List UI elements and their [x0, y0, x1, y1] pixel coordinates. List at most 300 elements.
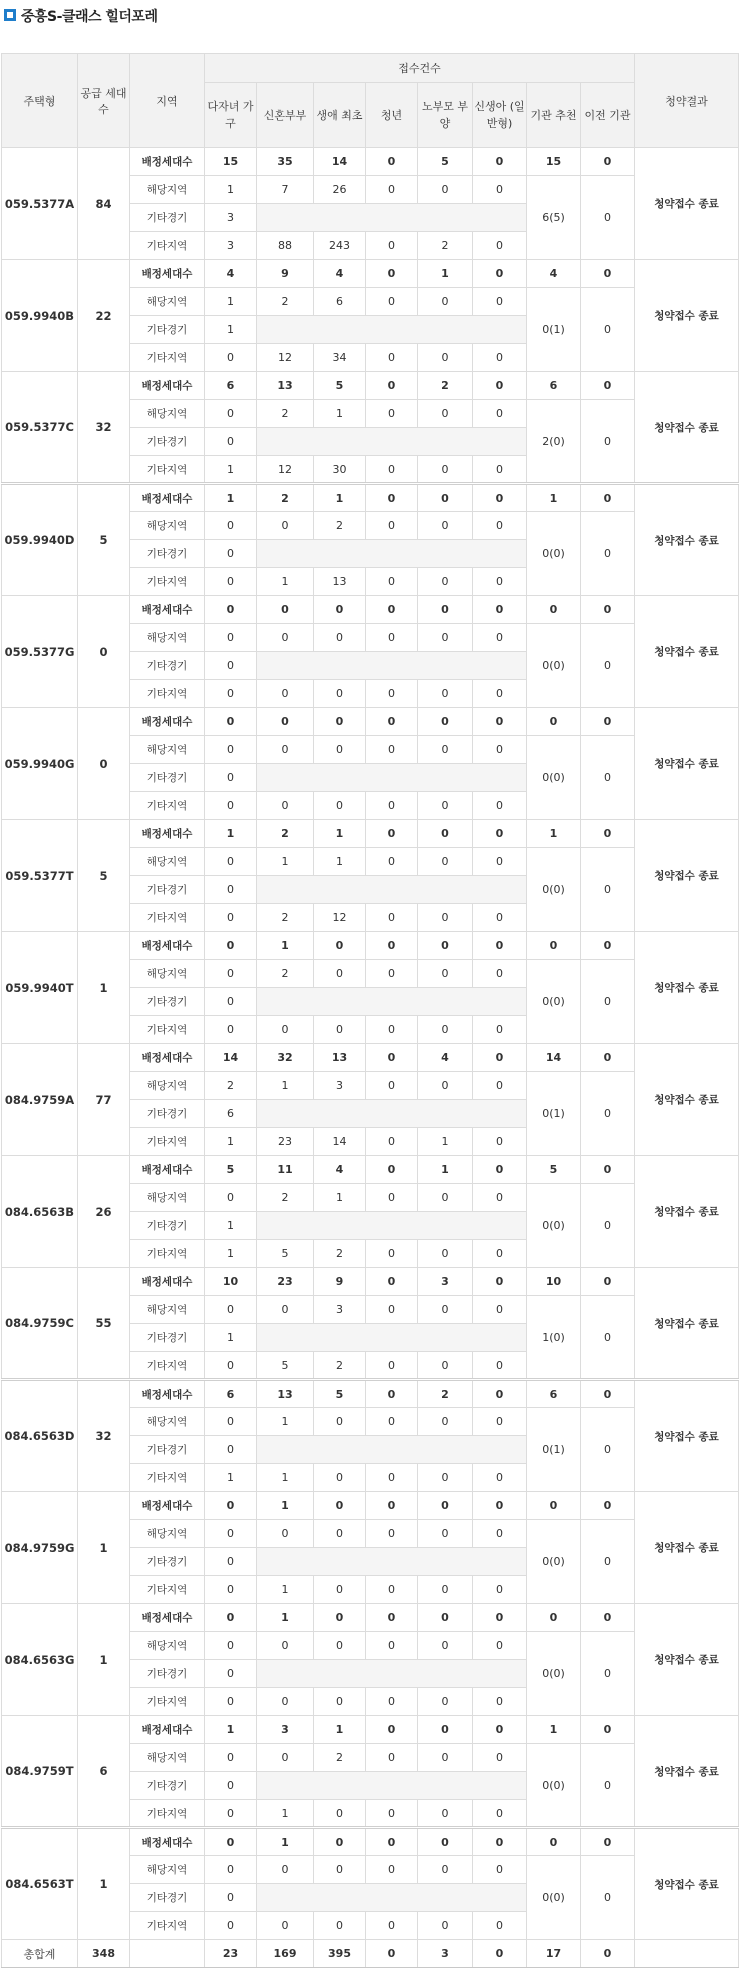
allocation-value-cell: 0 [366, 260, 418, 288]
local-value-cell: 0 [473, 1744, 527, 1772]
allocation-value-cell: 15 [527, 148, 581, 176]
allocation-value-cell: 0 [527, 596, 581, 624]
allocation-value-cell: 0 [418, 1828, 473, 1856]
header-result: 청약결과 [635, 54, 739, 148]
allocation-value-cell: 0 [205, 1604, 257, 1632]
local-value-cell: 2 [257, 960, 314, 988]
local-value-cell: 0 [314, 1856, 366, 1884]
house-type-cell: 084.9759A [2, 1044, 78, 1156]
allocation-value-cell: 32 [257, 1044, 314, 1072]
allocation-value-cell: 4 [205, 260, 257, 288]
allocation-value-cell: 1 [257, 1828, 314, 1856]
allocation-value-cell: 0 [418, 484, 473, 512]
row-label-local: 해당지역 [130, 288, 205, 316]
total-empty-cell [130, 1940, 205, 1968]
allocation-value-cell: 1 [314, 484, 366, 512]
total-supply: 348 [78, 1940, 130, 1968]
other-value-cell: 0 [473, 1240, 527, 1268]
other-value-cell: 0 [366, 1576, 418, 1604]
house-type-cell: 059.9940T [2, 932, 78, 1044]
allocation-value-cell: 10 [527, 1268, 581, 1296]
row-label-local: 해당지역 [130, 176, 205, 204]
local-value-cell: 0 [366, 1408, 418, 1436]
gyeonggi-value-cell: 0 [205, 540, 257, 568]
allocation-value-cell: 0 [366, 148, 418, 176]
table-row [2, 1716, 739, 1744]
row-label-other: 기타지역 [130, 1016, 205, 1044]
table-row [2, 260, 739, 288]
local-value-cell: 0 [314, 1520, 366, 1548]
allocation-value-cell: 6 [205, 1380, 257, 1408]
other-value-cell: 88 [257, 232, 314, 260]
local-value-cell: 0 [257, 1632, 314, 1660]
allocation-value-cell: 0 [473, 1044, 527, 1072]
row-label-other: 기타지역 [130, 1912, 205, 1940]
local-value-cell: 0 [314, 624, 366, 652]
header-supply-label: 공급 세대수 [80, 86, 127, 116]
local-value-cell: 7 [257, 176, 314, 204]
other-value-cell: 5 [257, 1240, 314, 1268]
gyeonggi-value-cell: 1 [205, 1324, 257, 1352]
supply-count-cell: 22 [78, 260, 130, 372]
other-value-cell: 0 [473, 1464, 527, 1492]
relocation-agency-cell: 0 [581, 624, 635, 708]
other-value-cell: 0 [418, 1352, 473, 1380]
empty-cell [257, 540, 527, 568]
allocation-value-cell: 0 [366, 1828, 418, 1856]
total-value-cell: 169 [257, 1940, 314, 1968]
local-value-cell: 0 [418, 736, 473, 764]
table-row [2, 1604, 739, 1632]
row-label-gyeonggi: 기타경기 [130, 1100, 205, 1128]
other-value-cell: 2 [418, 232, 473, 260]
allocation-value-cell: 0 [581, 148, 635, 176]
allocation-value-cell: 0 [366, 484, 418, 512]
house-type-cell: 084.9759C [2, 1268, 78, 1380]
gyeonggi-value-cell: 3 [205, 204, 257, 232]
allocation-value-cell: 0 [581, 596, 635, 624]
other-value-cell: 0 [418, 1240, 473, 1268]
empty-cell [257, 1324, 527, 1352]
local-value-cell: 1 [257, 848, 314, 876]
empty-cell [257, 876, 527, 904]
other-value-cell: 0 [366, 344, 418, 372]
local-value-cell: 0 [205, 1184, 257, 1212]
local-value-cell: 0 [418, 1408, 473, 1436]
other-value-cell: 0 [257, 1688, 314, 1716]
row-label-local: 해당지역 [130, 1184, 205, 1212]
gyeonggi-value-cell: 0 [205, 1884, 257, 1912]
allocation-value-cell: 0 [473, 1380, 527, 1408]
agency-recommend-cell: 0(0) [527, 1520, 581, 1604]
allocation-value-cell: 13 [257, 1380, 314, 1408]
local-value-cell: 0 [473, 1632, 527, 1660]
gyeonggi-value-cell: 1 [205, 316, 257, 344]
empty-cell [257, 652, 527, 680]
table-row [2, 1156, 739, 1184]
local-value-cell: 0 [366, 1520, 418, 1548]
gyeonggi-value-cell: 6 [205, 1100, 257, 1128]
allocation-value-cell: 0 [366, 1492, 418, 1520]
other-value-cell: 2 [257, 904, 314, 932]
house-type-cell: 059.5377A [2, 148, 78, 260]
allocation-value-cell: 0 [581, 1828, 635, 1856]
local-value-cell: 0 [205, 1408, 257, 1436]
other-value-cell: 23 [257, 1128, 314, 1156]
table-row [2, 1380, 739, 1408]
relocation-agency-cell: 0 [581, 1296, 635, 1380]
local-value-cell: 0 [314, 960, 366, 988]
allocation-value-cell: 13 [314, 1044, 366, 1072]
relocation-agency-cell: 0 [581, 400, 635, 484]
allocation-value-cell: 0 [527, 708, 581, 736]
row-label-other: 기타지역 [130, 1352, 205, 1380]
local-value-cell: 6 [314, 288, 366, 316]
other-value-cell: 0 [205, 1912, 257, 1940]
other-value-cell: 0 [473, 232, 527, 260]
local-value-cell: 0 [473, 1184, 527, 1212]
other-value-cell: 0 [366, 904, 418, 932]
row-label-other: 기타지역 [130, 904, 205, 932]
allocation-value-cell: 0 [314, 708, 366, 736]
local-value-cell: 0 [205, 1856, 257, 1884]
row-label-other: 기타지역 [130, 1128, 205, 1156]
gyeonggi-value-cell: 0 [205, 876, 257, 904]
allocation-value-cell: 0 [581, 708, 635, 736]
allocation-value-cell: 0 [257, 708, 314, 736]
house-type-cell: 084.6563T [2, 1828, 78, 1940]
allocation-value-cell: 14 [314, 148, 366, 176]
supply-count-cell: 55 [78, 1268, 130, 1380]
result-cell: 청약접수 종료 [635, 484, 739, 596]
allocation-value-cell: 0 [205, 932, 257, 960]
other-value-cell: 0 [205, 1576, 257, 1604]
allocation-value-cell: 1 [257, 1492, 314, 1520]
table-row [2, 1044, 739, 1072]
other-value-cell: 5 [257, 1352, 314, 1380]
local-value-cell: 0 [366, 736, 418, 764]
local-value-cell: 0 [257, 1856, 314, 1884]
row-label-gyeonggi: 기타경기 [130, 988, 205, 1016]
other-value-cell: 0 [473, 792, 527, 820]
allocation-value-cell: 14 [527, 1044, 581, 1072]
row-label-gyeonggi: 기타경기 [130, 1660, 205, 1688]
other-value-cell: 30 [314, 456, 366, 484]
header-group-applications: 접수건수 [205, 54, 635, 83]
allocation-value-cell: 0 [257, 596, 314, 624]
table-body [2, 148, 739, 1968]
header-category-5: 신생아 (일반형) [473, 83, 527, 148]
supply-count-cell: 77 [78, 1044, 130, 1156]
result-cell: 청약접수 종료 [635, 932, 739, 1044]
agency-recommend-cell: 0(0) [527, 960, 581, 1044]
local-value-cell: 0 [205, 624, 257, 652]
allocation-value-cell: 5 [205, 1156, 257, 1184]
other-value-cell: 0 [473, 1912, 527, 1940]
supply-count-cell: 0 [78, 708, 130, 820]
allocation-value-cell: 0 [314, 1492, 366, 1520]
allocation-value-cell: 2 [257, 484, 314, 512]
table-header [2, 54, 739, 148]
other-value-cell: 0 [366, 792, 418, 820]
local-value-cell: 0 [366, 1744, 418, 1772]
local-value-cell: 2 [314, 512, 366, 540]
empty-cell [257, 1436, 527, 1464]
local-value-cell: 1 [205, 288, 257, 316]
header-category-3: 청년 [366, 83, 418, 148]
local-value-cell: 1 [314, 848, 366, 876]
other-value-cell: 0 [418, 1800, 473, 1828]
total-result-empty-cell [635, 1940, 739, 1968]
page-title: 중흥S-클래스 힐더포레 [21, 9, 158, 25]
other-value-cell: 0 [418, 1688, 473, 1716]
row-label-local: 해당지역 [130, 736, 205, 764]
row-label-local: 해당지역 [130, 1408, 205, 1436]
agency-recommend-cell: 6(5) [527, 176, 581, 260]
allocation-value-cell: 0 [366, 820, 418, 848]
other-value-cell: 0 [473, 1128, 527, 1156]
allocation-value-cell: 0 [473, 1604, 527, 1632]
allocation-value-cell: 0 [366, 708, 418, 736]
row-label-local: 해당지역 [130, 1296, 205, 1324]
table-row [2, 1492, 739, 1520]
allocation-value-cell: 0 [581, 1604, 635, 1632]
allocation-value-cell: 0 [581, 1716, 635, 1744]
empty-cell [257, 1100, 527, 1128]
allocation-value-cell: 1 [418, 260, 473, 288]
allocation-value-cell: 0 [527, 932, 581, 960]
row-label-other: 기타지역 [130, 792, 205, 820]
local-value-cell: 0 [418, 1184, 473, 1212]
allocation-value-cell: 5 [314, 372, 366, 400]
empty-cell [257, 1884, 527, 1912]
row-label-gyeonggi: 기타경기 [130, 1884, 205, 1912]
header-category-2: 생애 최초 [314, 83, 366, 148]
local-value-cell: 0 [257, 512, 314, 540]
row-label-other: 기타지역 [130, 1576, 205, 1604]
row-label-gyeonggi: 기타경기 [130, 316, 205, 344]
result-cell: 청약접수 종료 [635, 260, 739, 372]
other-value-cell: 0 [205, 680, 257, 708]
local-value-cell: 0 [473, 400, 527, 428]
local-value-cell: 0 [418, 624, 473, 652]
supply-count-cell: 0 [78, 596, 130, 708]
other-value-cell: 0 [473, 1352, 527, 1380]
header-supply [78, 54, 130, 148]
other-value-cell: 0 [314, 1464, 366, 1492]
local-value-cell: 0 [366, 288, 418, 316]
local-value-cell: 0 [418, 1296, 473, 1324]
allocation-value-cell: 5 [527, 1156, 581, 1184]
allocation-value-cell: 4 [314, 1156, 366, 1184]
header-category-7: 이전 기관 [581, 83, 635, 148]
other-value-cell: 0 [473, 1800, 527, 1828]
other-value-cell: 0 [366, 1240, 418, 1268]
allocation-value-cell: 0 [473, 1156, 527, 1184]
other-value-cell: 0 [314, 1912, 366, 1940]
empty-cell [257, 764, 527, 792]
allocation-value-cell: 0 [418, 1492, 473, 1520]
allocation-value-cell: 0 [366, 1716, 418, 1744]
allocation-value-cell: 6 [205, 372, 257, 400]
allocation-value-cell: 0 [366, 1604, 418, 1632]
agency-recommend-cell: 0(0) [527, 736, 581, 820]
local-value-cell: 0 [205, 1744, 257, 1772]
allocation-value-cell: 1 [527, 484, 581, 512]
other-value-cell: 0 [418, 1576, 473, 1604]
supply-count-cell: 5 [78, 820, 130, 932]
allocation-value-cell: 11 [257, 1156, 314, 1184]
result-cell: 청약접수 종료 [635, 1044, 739, 1156]
relocation-agency-cell: 0 [581, 176, 635, 260]
allocation-value-cell: 0 [527, 1604, 581, 1632]
row-label-local: 해당지역 [130, 624, 205, 652]
other-value-cell: 0 [205, 1016, 257, 1044]
page-title-bar [0, 0, 739, 36]
local-value-cell: 0 [314, 1408, 366, 1436]
allocation-value-cell: 0 [473, 484, 527, 512]
local-value-cell: 0 [418, 848, 473, 876]
total-value-cell: 17 [527, 1940, 581, 1968]
supply-count-cell: 1 [78, 1604, 130, 1716]
agency-recommend-cell: 0(0) [527, 624, 581, 708]
row-label-allocation: 배정세대수 [130, 820, 205, 848]
other-value-cell: 0 [314, 1800, 366, 1828]
allocation-value-cell: 0 [473, 1492, 527, 1520]
local-value-cell: 0 [205, 848, 257, 876]
other-value-cell: 0 [366, 1128, 418, 1156]
local-value-cell: 3 [314, 1072, 366, 1100]
other-value-cell: 0 [205, 344, 257, 372]
local-value-cell: 0 [366, 1632, 418, 1660]
other-value-cell: 0 [366, 568, 418, 596]
supply-count-cell: 1 [78, 932, 130, 1044]
result-cell: 청약접수 종료 [635, 1828, 739, 1940]
local-value-cell: 1 [257, 1072, 314, 1100]
row-label-local: 해당지역 [130, 400, 205, 428]
row-label-other: 기타지역 [130, 1240, 205, 1268]
allocation-value-cell: 1 [418, 1156, 473, 1184]
other-value-cell: 0 [257, 792, 314, 820]
allocation-value-cell: 1 [205, 1716, 257, 1744]
allocation-value-cell: 0 [473, 708, 527, 736]
allocation-value-cell: 1 [257, 1604, 314, 1632]
allocation-value-cell: 0 [473, 260, 527, 288]
local-value-cell: 0 [205, 512, 257, 540]
agency-recommend-cell: 0(0) [527, 848, 581, 932]
row-label-local: 해당지역 [130, 512, 205, 540]
house-type-cell: 059.5377G [2, 596, 78, 708]
allocation-value-cell: 0 [473, 820, 527, 848]
allocation-value-cell: 0 [366, 1380, 418, 1408]
supply-count-cell: 26 [78, 1156, 130, 1268]
row-label-allocation: 배정세대수 [130, 148, 205, 176]
allocation-value-cell: 0 [527, 1492, 581, 1520]
relocation-agency-cell: 0 [581, 848, 635, 932]
other-value-cell: 3 [205, 232, 257, 260]
square-bullet-icon [4, 9, 16, 21]
row-label-allocation: 배정세대수 [130, 932, 205, 960]
other-value-cell: 0 [366, 680, 418, 708]
row-label-gyeonggi: 기타경기 [130, 1772, 205, 1800]
table-row [2, 820, 739, 848]
local-value-cell: 0 [473, 960, 527, 988]
result-cell: 청약접수 종료 [635, 1156, 739, 1268]
other-value-cell: 0 [418, 904, 473, 932]
other-value-cell: 0 [205, 568, 257, 596]
local-value-cell: 0 [473, 288, 527, 316]
other-value-cell: 1 [205, 1240, 257, 1268]
local-value-cell: 0 [366, 960, 418, 988]
house-type-cell: 084.9759G [2, 1492, 78, 1604]
header-category-4: 노부모 부양 [418, 83, 473, 148]
empty-cell [257, 428, 527, 456]
allocation-value-cell: 6 [527, 1380, 581, 1408]
other-value-cell: 0 [418, 1464, 473, 1492]
other-value-cell: 0 [205, 1800, 257, 1828]
other-value-cell: 0 [366, 1912, 418, 1940]
row-label-allocation: 배정세대수 [130, 596, 205, 624]
other-value-cell: 0 [418, 568, 473, 596]
local-value-cell: 0 [205, 400, 257, 428]
total-label: 총합계 [2, 1940, 78, 1968]
row-label-gyeonggi: 기타경기 [130, 204, 205, 232]
table-row [2, 372, 739, 400]
allocation-value-cell: 0 [366, 1268, 418, 1296]
allocation-value-cell: 1 [257, 932, 314, 960]
other-value-cell: 1 [257, 1464, 314, 1492]
supply-count-cell: 32 [78, 1380, 130, 1492]
allocation-value-cell: 10 [205, 1268, 257, 1296]
other-value-cell: 0 [418, 1912, 473, 1940]
other-value-cell: 1 [205, 456, 257, 484]
local-value-cell: 0 [314, 736, 366, 764]
other-value-cell: 0 [366, 1352, 418, 1380]
allocation-value-cell: 0 [314, 1828, 366, 1856]
local-value-cell: 0 [205, 960, 257, 988]
local-value-cell: 0 [366, 848, 418, 876]
gyeonggi-value-cell: 0 [205, 652, 257, 680]
allocation-value-cell: 0 [473, 1716, 527, 1744]
row-label-allocation: 배정세대수 [130, 1044, 205, 1072]
other-value-cell: 0 [473, 568, 527, 596]
agency-recommend-cell: 0(0) [527, 1856, 581, 1940]
house-type-cell: 084.6563G [2, 1604, 78, 1716]
header-type: 주택형 [2, 54, 78, 148]
row-label-allocation: 배정세대수 [130, 1828, 205, 1856]
total-value-cell: 395 [314, 1940, 366, 1968]
local-value-cell: 0 [366, 1296, 418, 1324]
other-value-cell: 0 [366, 1688, 418, 1716]
gyeonggi-value-cell: 0 [205, 988, 257, 1016]
other-value-cell: 0 [473, 1576, 527, 1604]
local-value-cell: 0 [473, 624, 527, 652]
row-label-local: 해당지역 [130, 1520, 205, 1548]
allocation-value-cell: 0 [314, 932, 366, 960]
local-value-cell: 0 [418, 1520, 473, 1548]
local-value-cell: 0 [366, 512, 418, 540]
agency-recommend-cell: 1(0) [527, 1296, 581, 1380]
allocation-value-cell: 0 [205, 1828, 257, 1856]
allocation-value-cell: 5 [314, 1380, 366, 1408]
house-type-cell: 059.5377C [2, 372, 78, 484]
allocation-value-cell: 2 [418, 1380, 473, 1408]
local-value-cell: 0 [257, 624, 314, 652]
row-label-gyeonggi: 기타경기 [130, 540, 205, 568]
agency-recommend-cell: 0(1) [527, 1408, 581, 1492]
row-label-gyeonggi: 기타경기 [130, 1324, 205, 1352]
total-value-cell: 0 [473, 1940, 527, 1968]
